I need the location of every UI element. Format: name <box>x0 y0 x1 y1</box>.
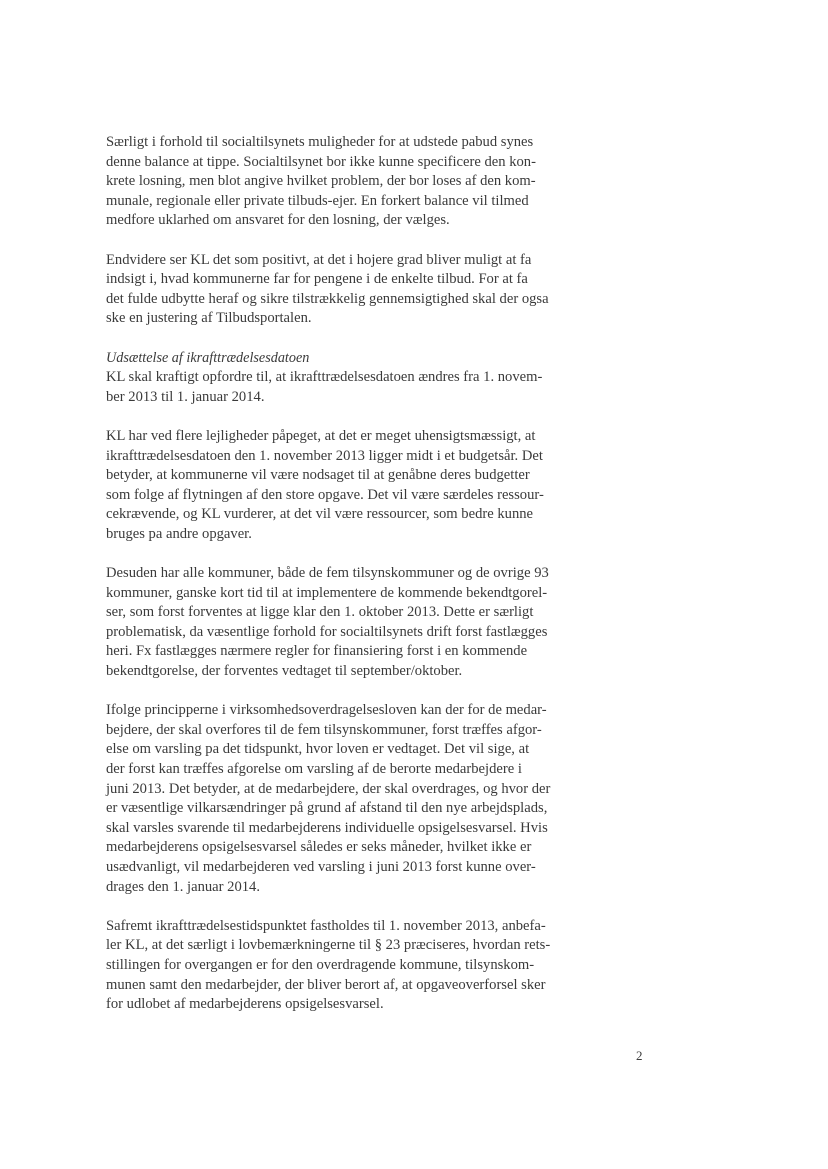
paragraph-virksomhedsoverdragelse <box>106 701 606 897</box>
paragraph-budgetsaar <box>106 427 606 545</box>
text-line: bruges pa andre opgaver. <box>106 525 252 542</box>
text-line: det fulde udbytte heraf og sikre tilstrækkelig gennemsigtighed skal der ogsa <box>106 290 549 307</box>
paragraph-udsaettelse <box>106 349 606 408</box>
text-line: else om varsling pa det tidspunkt, hvor loven er vedtaget. Det vil sige, at <box>106 741 530 758</box>
text-line: betyder, at kommunerne vil være nodsaget til at genåbne deres budgetter <box>106 467 530 484</box>
paragraph-implementering <box>106 564 606 682</box>
text-line: munen samt den medarbejder, der bliver berort af, at opgaveoverforsel sker <box>106 976 546 993</box>
text-line: munale, regionale eller private tilbuds-ejer. En forkert balance vil tilmed <box>106 192 529 209</box>
text-line: cekrævende, og KL vurderer, at det vil være ressourcer, som bedre kunne <box>106 506 534 523</box>
text-line: ikrafttrædelsesdatoen den 1. november 2013 ligger midt i et budgetsår. Det <box>106 447 543 464</box>
text-line: usædvanligt, vil medarbejderen ved varsling i juni 2013 forst kunne over- <box>106 858 536 875</box>
text-line: denne balance at tippe. Socialtilsynet bor ikke kunne specificere den kon- <box>106 153 536 170</box>
text-line: Endvidere ser KL det som positivt, at det i hojere grad bliver muligt at fa <box>106 251 532 268</box>
document-body <box>106 133 606 1034</box>
text-line: heri. Fx fastlægges nærmere regler for finansiering forst i en kommende <box>106 643 528 660</box>
text-line: kommuner, ganske kort tid til at implementere de kommende bekendtgorel- <box>106 584 548 601</box>
text-line: Særligt i forhold til socialtilsynets muligheder for at udstede pabud synes <box>106 134 534 150</box>
text-line: for udlobet af medarbejderens opsigelsesvarsel. <box>106 996 384 1013</box>
text-line: indsigt i, hvad kommunerne far for pengene i de enkelte tilbud. For at fa <box>106 271 528 288</box>
text-line: bejdere, der skal overfores til de fem tilsynskommuner, forst træffes afgor- <box>106 721 542 738</box>
page-number: 2 <box>636 1048 643 1063</box>
text-line: stillingen for overgangen er for den overdragende kommune, tilsynskom- <box>106 956 535 973</box>
text-line: ler KL, at det særligt i lovbemærkningerne til § 23 præciseres, hvordan rets- <box>106 937 551 954</box>
text-line: ser, som forst forventes at ligge klar den 1. oktober 2013. Dette er særligt <box>106 604 534 621</box>
text-line: medfore uklarhed om ansvaret for den losning, der vælges. <box>106 212 450 229</box>
text-line: medarbejderens opsigelsesvarsel således er seks måneder, hvilket ikke er <box>106 839 532 856</box>
text-line: bekendtgorelse, der forventes vedtaget til september/oktober. <box>106 663 463 680</box>
text-line: Ifolge principperne i virksomhedsoverdragelsesloven kan der for de medar- <box>106 702 547 719</box>
text-line: skal varsles svarende til medarbejderens individuelle opsigelsesvarsel. Hvis <box>106 819 548 836</box>
text-line: KL har ved flere lejligheder påpeget, at det er meget uhensigtsmæssigt, at <box>106 427 536 444</box>
text-line: ske en justering af Tilbudsportalen. <box>106 310 312 327</box>
section-heading: Udsættelse af ikrafttrædelsesdatoen <box>106 349 310 366</box>
text-line: som folge af flytningen af den store opgave. Det vil være særdeles ressour- <box>106 486 544 503</box>
paragraph-balance <box>106 133 606 231</box>
text-line: juni 2013. Det betyder, at de medarbejdere, der skal overdrages, og hvor der <box>106 780 551 797</box>
text-line: drages den 1. januar 2014. <box>106 878 260 895</box>
text-line: der forst kan træffes afgorelse om varsling af de berorte medarbejdere i <box>106 761 522 777</box>
text-line: Safremt ikrafttrædelsestidspunktet fastholdes til 1. november 2013, anbefa- <box>106 917 546 934</box>
text-line: KL skal kraftigt opfordre til, at ikrafttrædelsesdatoen ændres fra 1. novem- <box>106 369 543 386</box>
text-line: er væsentlige vilkarsændringer på grund af afstand til den nye arbejdsplads, <box>106 800 548 817</box>
paragraph-tilbudsportalen <box>106 251 606 329</box>
paragraph-anbefaling <box>106 917 606 1015</box>
text-line: krete losning, men blot angive hvilket problem, der bor loses af den kom- <box>106 173 536 190</box>
text-line: ber 2013 til 1. januar 2014. <box>106 388 265 405</box>
text-line: Desuden har alle kommuner, både de fem tilsynskommuner og de ovrige 93 <box>106 565 549 582</box>
text-line: problematisk, da væsentlige forhold for socialtilsynets drift forst fastlægges <box>106 623 548 640</box>
